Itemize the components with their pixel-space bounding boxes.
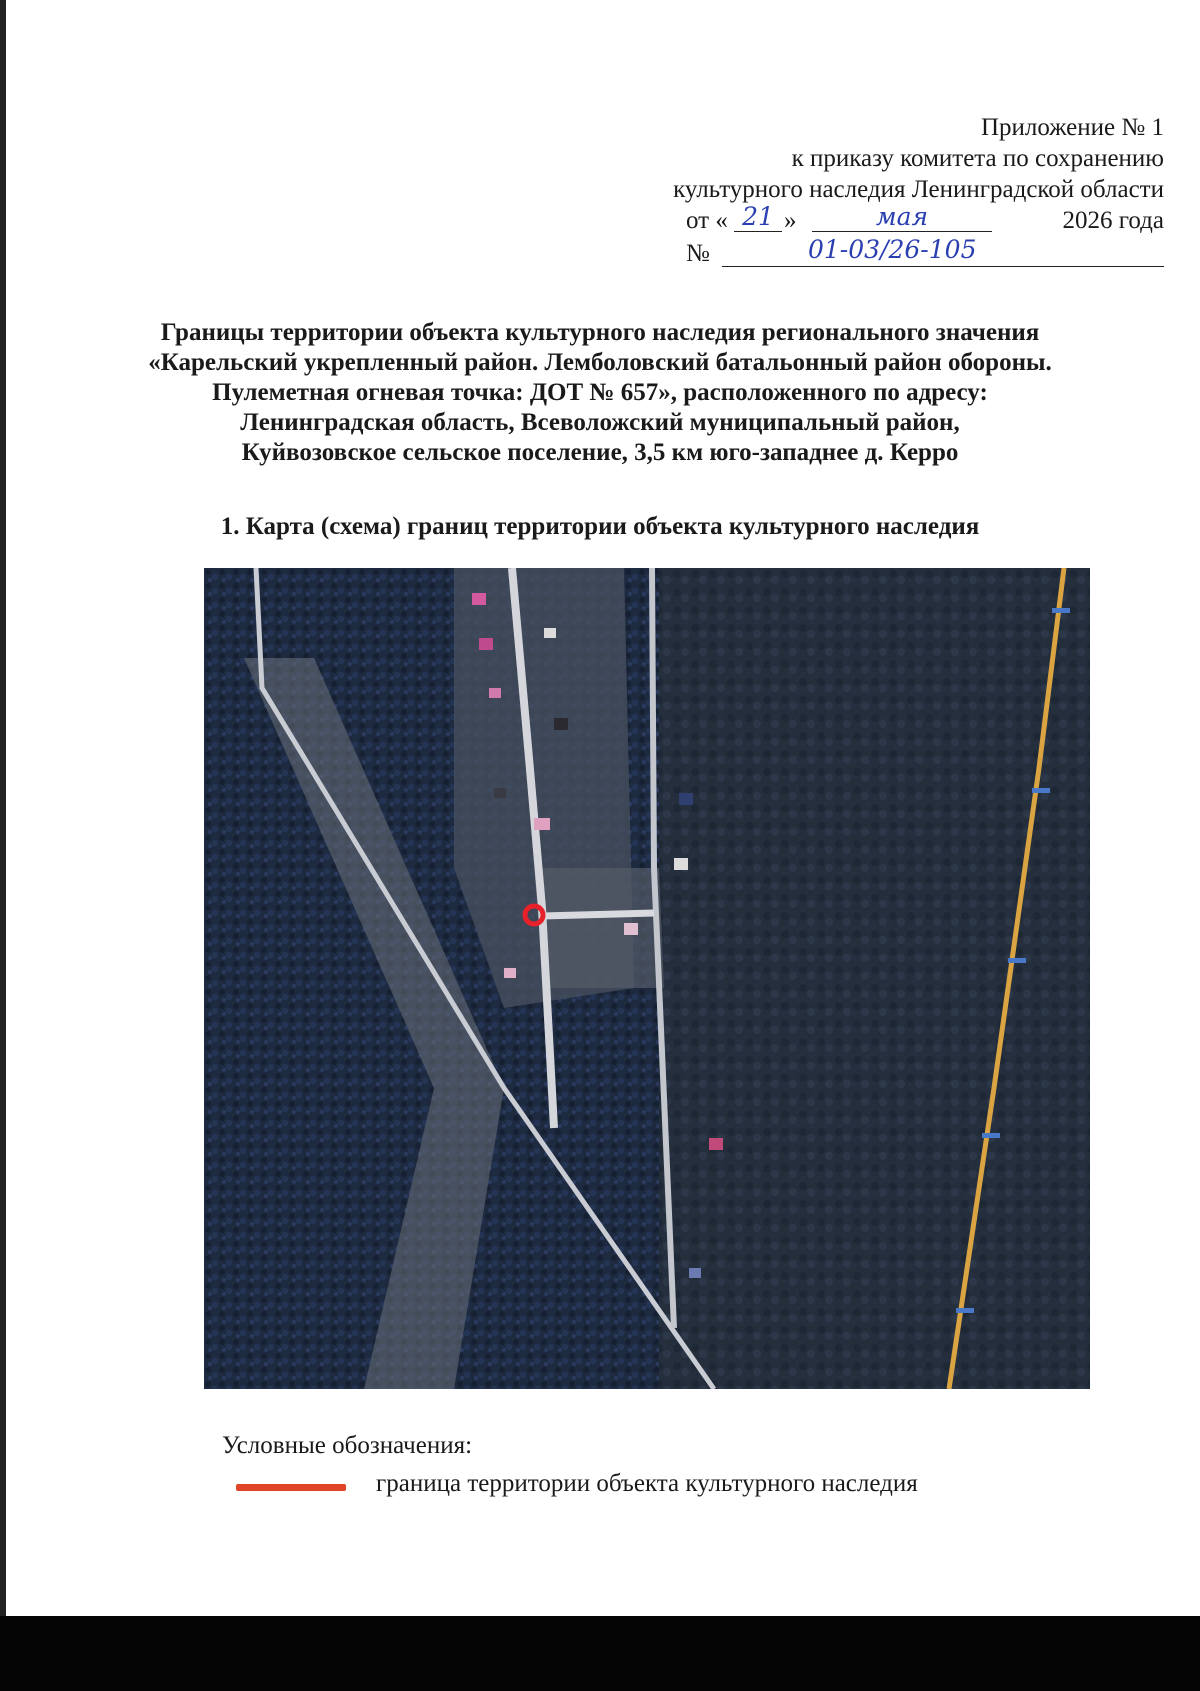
boundary-line-swatch — [236, 1484, 346, 1491]
house — [679, 793, 693, 805]
house — [534, 818, 550, 830]
title-line-2: «Карельский укрепленный район. Лемболовский батальонный район обороны. — [148, 349, 1052, 376]
village-lots — [534, 868, 664, 988]
house — [489, 688, 501, 698]
date-day-handwritten: 21 — [734, 201, 782, 232]
satellite-map — [204, 568, 1090, 1389]
section-heading: 1. Карта (схема) границ территории объекта культурного наследия — [220, 513, 980, 540]
highway-marker — [1032, 788, 1050, 793]
house — [709, 1138, 723, 1150]
number-handwritten: 01-03/26-105 — [808, 235, 977, 264]
boundary-label: граница территории объекта культурного наследия — [376, 1470, 918, 1497]
map-graphic — [204, 568, 1090, 1389]
date-quote-close: » — [784, 207, 797, 234]
title-line-3: Пулеметная огневая точка: ДОТ № 657», расположенного по адресу: — [212, 379, 988, 406]
scan-footer-band — [0, 1616, 1200, 1691]
forest-east — [659, 568, 1090, 1389]
highway-marker — [982, 1133, 1000, 1138]
annex-title: Приложение № 1 — [980, 114, 1164, 141]
number-underline — [722, 234, 1164, 267]
date-month-handwritten: мая — [812, 201, 992, 232]
title-line-1: Границы территории объекта культурного наследия регионального значения — [160, 319, 1040, 346]
house — [504, 968, 516, 978]
highway-marker — [1052, 608, 1070, 613]
house — [544, 628, 556, 638]
house — [689, 1268, 701, 1278]
annex-header — [544, 112, 1164, 267]
document-title — [120, 318, 1080, 468]
title-line-4: Ленинградская область, Всеволожский муниципальный район, — [240, 409, 960, 436]
annex-order-line: к приказу комитета по сохранению — [791, 145, 1164, 172]
date-year: 2026 года — [1062, 207, 1164, 234]
annex-number-row — [544, 236, 1164, 267]
date-prefix: от « — [686, 207, 728, 234]
highway-marker — [1008, 958, 1026, 963]
house — [479, 638, 493, 650]
scan-left-edge — [0, 0, 6, 1691]
house — [472, 593, 486, 605]
title-line-5: Куйвозовское сельское поселение, 3,5 км юго-западнее д. Керро — [241, 439, 959, 466]
house — [674, 858, 688, 870]
house — [494, 788, 506, 798]
number-label: № — [686, 240, 710, 267]
legend-heading: Условные обозначения: — [222, 1432, 473, 1459]
cross-road — [542, 913, 654, 916]
house — [624, 923, 638, 935]
highway-marker — [956, 1308, 974, 1313]
legend-item-boundary — [236, 1470, 1056, 1506]
annex-committee-line: культурного наследия Ленинградской области — [673, 176, 1164, 203]
house — [554, 718, 568, 730]
annex-date-row — [544, 202, 1164, 236]
